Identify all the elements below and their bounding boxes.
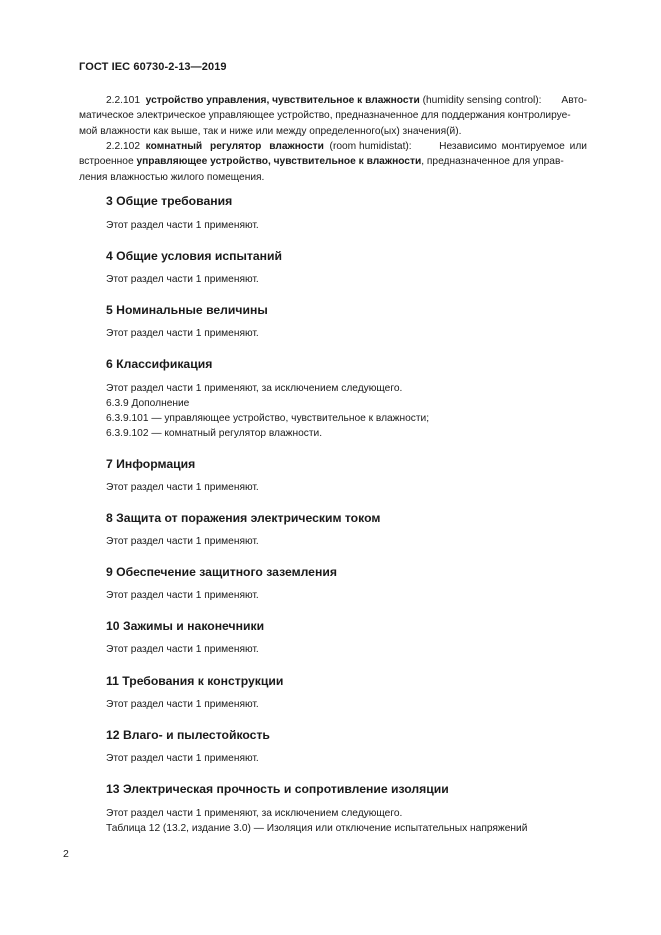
section-title-13: 13 Электрическая прочность и сопротивление изоляции [106,782,449,796]
definition-line-2: матическое электрическое управляющее устройство, предназначенное для поддержания контролируе- [79,110,571,122]
section-title-3: 3 Общие требования [106,194,233,208]
section-text: Этот раздел части 1 применяют. [106,644,259,655]
section-title-12: 12 Влаго- и пылестойкость [106,728,270,742]
section-text: 6.3.9 Дополнение [106,398,190,409]
definition-2-2-101 [79,93,587,139]
section-text: Этот раздел части 1 применяют, за исключением следующего. [106,383,403,394]
definition-2-2-102 [79,139,587,185]
definition-line-2: встроенное управляющее устройство, чувствительное к влажности, предназначенное для управ- [79,156,564,168]
section-text: Этот раздел части 1 применяют. [106,482,259,493]
section-text: 6.3.9.101 — управляющее устройство, чувствительное к влажности; [106,413,430,424]
section-title-9: 9 Обеспечение защитного заземления [106,565,337,579]
section-text: Этот раздел части 1 применяют, за исключением следующего. [106,808,403,819]
definition-term-reference: управляющее устройство, чувствительное к влажности [136,156,422,168]
definition-line-3: ления влажностью жилого помещения. [79,171,265,183]
section-title-4: 4 Общие условия испытаний [106,249,283,263]
section-text: Этот раздел части 1 применяют. [106,274,259,285]
definition-text: Независимо монтируемое или [439,141,587,152]
section-text: Этот раздел части 1 применяют. [106,699,259,710]
section-text: 6.3.9.102 — комнатный регулятор влажности. [106,428,323,439]
section-title-10: 10 Зажимы и наконечники [106,619,265,633]
section-text: Этот раздел части 1 применяют. [106,220,259,231]
page-number: 2 [63,848,69,860]
definition-text: Авто- [561,95,587,106]
definition-foreign-term: (humidity sensing control): [422,95,542,106]
section-title-5: 5 Номинальные величины [106,303,268,317]
section-text: Этот раздел части 1 применяют. [106,328,259,339]
definition-line-1 [79,93,587,108]
section-text: Этот раздел части 1 применяют. [106,590,259,601]
section-title-8: 8 Защита от поражения электрическим током [106,511,381,525]
definition-term: комнатный регулятор влажности [145,141,324,152]
table-caption: Таблица 12 (13.2, издание 3.0) — Изоляция или отключение испытательных напряжений [106,823,528,834]
definition-number: 2.2.101 [106,95,140,106]
section-title-11: 11 Требования к конструкции [106,674,284,688]
definition-term: устройство управления, чувствительное к влажности [145,95,420,106]
section-title-6: 6 Классификация [106,357,213,371]
section-title-7: 7 Информация [106,457,196,471]
definition-line-3: мой влажности как выше, так и ниже или между определенного(ых) значения(й). [79,125,462,137]
definition-line-1 [79,139,587,154]
definition-number: 2.2.102 [106,141,140,152]
document-header: ГОСТ IEC 60730-2-13—2019 [79,61,227,73]
section-text: Этот раздел части 1 применяют. [106,536,259,547]
definition-foreign-term: (room humidistat): [329,141,412,152]
section-text: Этот раздел части 1 применяют. [106,753,259,764]
